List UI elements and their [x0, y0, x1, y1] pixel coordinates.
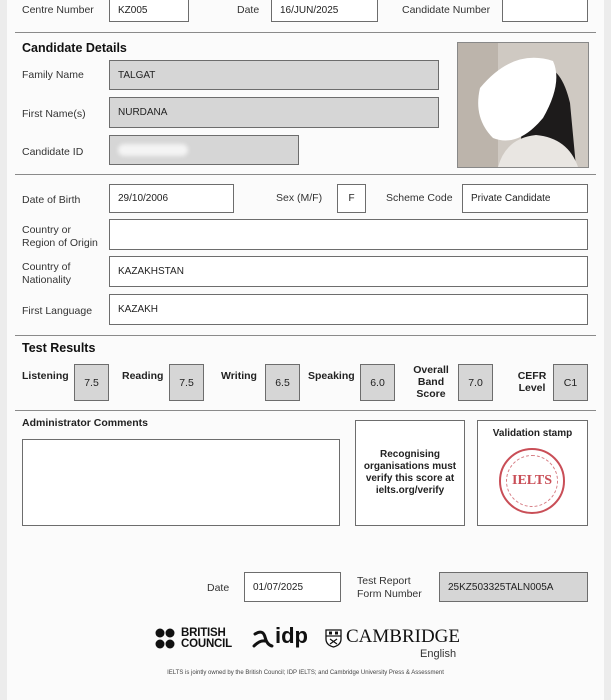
centre-number-field: KZ005 — [109, 0, 189, 22]
idp-logo — [252, 624, 314, 654]
trf-label — [357, 575, 422, 601]
british-council-wordmark — [181, 628, 232, 650]
scheme-label: Scheme Code — [386, 192, 453, 204]
sex-label: Sex (M/F) — [276, 192, 323, 204]
idp-wordmark: idp — [275, 623, 308, 648]
admin-comments-title: Administrator Comments — [22, 417, 149, 429]
bc-line: COUNCIL — [181, 638, 232, 650]
writing-score: 6.5 — [265, 364, 300, 401]
verify-notice — [364, 449, 456, 497]
divider — [15, 32, 596, 33]
overall-label-line: Score — [416, 388, 446, 400]
report-date-field: 01/07/2025 — [244, 572, 341, 602]
candidate-details-title: Candidate Details — [22, 41, 127, 55]
stamp-text: IELTS — [512, 473, 552, 488]
verify-line: verify this score at — [365, 473, 455, 484]
candidate-photo — [457, 42, 589, 168]
british-council-logo — [155, 627, 241, 653]
verify-line: organisations must — [363, 461, 457, 472]
divider — [15, 410, 596, 411]
country-origin-field — [109, 219, 588, 250]
photo-image — [458, 43, 588, 167]
validation-stamp — [499, 448, 565, 514]
date-label: Date — [237, 4, 260, 16]
overall-label — [411, 364, 451, 400]
centre-number-label: Centre Number — [22, 4, 94, 16]
dob-field: 29/10/2006 — [109, 184, 234, 213]
test-report-form — [7, 0, 604, 700]
first-names-field: NURDANA — [109, 97, 439, 128]
first-language-label: First Language — [22, 305, 93, 317]
verify-line: Recognising — [379, 449, 440, 460]
overall-label-line: Band — [417, 376, 445, 388]
cefr-label-line: CEFR — [517, 370, 547, 382]
country-origin-label-line: Country or — [22, 224, 72, 236]
bc-line: BRITISH — [181, 627, 226, 639]
first-names-label: First Name(s) — [22, 108, 86, 120]
trf-number-field: 25KZ503325TALN005A — [439, 572, 588, 602]
reading-label: Reading — [122, 370, 164, 382]
listening-score: 7.5 — [74, 364, 109, 401]
writing-label: Writing — [221, 370, 257, 382]
cambridge-english: English — [420, 648, 457, 660]
nationality-label-line: Nationality — [22, 274, 72, 286]
verify-notice-box — [355, 420, 465, 526]
cambridge-wordmark: CAMBRIDGE — [346, 626, 461, 647]
country-origin-label-line: Region of Origin — [22, 237, 98, 249]
cambridge-logo — [325, 626, 460, 662]
country-origin-label — [22, 224, 98, 250]
cefr-label-line: Level — [518, 382, 546, 394]
family-name-label: Family Name — [22, 69, 84, 81]
divider — [15, 174, 596, 175]
trf-label-line: Test Report — [357, 575, 411, 587]
cefr-level: C1 — [553, 364, 588, 401]
cambridge-shield-icon — [325, 629, 342, 648]
candidate-id-field — [109, 135, 299, 165]
overall-score: 7.0 — [458, 364, 493, 401]
scheme-field: Private Candidate — [462, 184, 588, 213]
first-language-field: KAZAKH — [109, 294, 588, 325]
family-name-field: TALGAT — [109, 60, 439, 90]
speaking-label: Speaking — [308, 370, 355, 382]
cefr-label — [513, 370, 551, 394]
admin-comments-box — [22, 439, 340, 526]
verify-line: ielts.org/verify — [375, 485, 445, 496]
validation-stamp-title: Validation stamp — [492, 428, 573, 439]
candidate-id-label: Candidate ID — [22, 146, 84, 158]
ownership-note: IELTS is jointly owned by the British Council; IDP IELTS; and Cambridge University Press & Assessment — [167, 670, 444, 676]
idp-mark-icon — [252, 628, 274, 650]
dob-label: Date of Birth — [22, 194, 81, 206]
test-results-title: Test Results — [22, 341, 96, 355]
nationality-field: KAZAKHSTAN — [109, 256, 588, 287]
trf-label-line: Form Number — [357, 588, 422, 600]
date-field: 16/JUN/2025 — [271, 0, 378, 22]
listening-label: Listening — [22, 370, 69, 382]
overall-label-line: Overall — [413, 364, 449, 376]
british-council-dots-icon — [155, 628, 179, 652]
sex-field: F — [337, 184, 366, 213]
nationality-label-line: Country of — [22, 261, 71, 273]
reading-score: 7.5 — [169, 364, 204, 401]
redaction-blur — [118, 144, 188, 156]
report-date-label: Date — [207, 582, 230, 594]
nationality-label — [22, 261, 71, 287]
candidate-number-label: Candidate Number — [402, 4, 491, 16]
validation-stamp-box — [477, 420, 588, 526]
speaking-score: 6.0 — [360, 364, 395, 401]
candidate-number-field — [502, 0, 588, 22]
divider — [15, 335, 596, 336]
